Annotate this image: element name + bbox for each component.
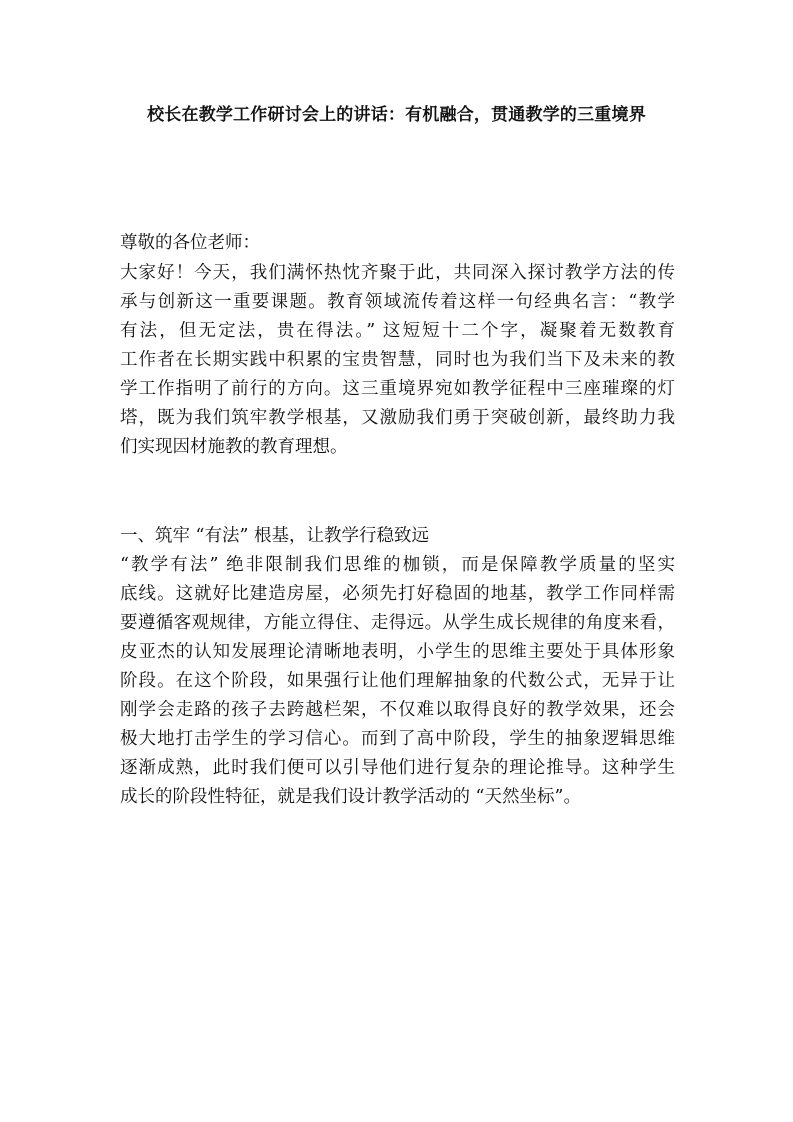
paragraph-line: 刚学会走路的孩子去跨越栏架，不仅难以取得良好的教学效果，还会: [120, 700, 675, 720]
paragraph-line: 大家好！今天，我们满怀热忱齐聚于此，共同深入探讨教学方法的传: [120, 263, 675, 283]
paragraph-line: “教学有法” 绝非限制我们思维的枷锁，而是保障教学质量的坚实: [120, 555, 675, 575]
paragraph-line: 工作者在长期实践中积累的宝贵智慧，同时也为我们当下及未来的教: [120, 350, 675, 370]
paragraph-line: 们实现因材施教的教育理想。: [120, 437, 348, 457]
paragraph-line: 要遵循客观规律，方能立得住、走得远。从学生成长规律的角度来看，: [120, 613, 675, 633]
paragraph-line: 阶段。在这个阶段，如果强行让他们理解抽象的代数公式，无异于让: [120, 671, 675, 691]
paragraph-line: 逐渐成熟，此时我们便可以引导他们进行复杂的理论推导。这种学生: [120, 758, 675, 778]
paragraph-line: 塔，既为我们筑牢教学根基，又激励我们勇于突破创新，最终助力我: [120, 408, 675, 428]
section-heading: 一、筑牢 “有法” 根基，让教学行稳致远: [120, 526, 430, 546]
paragraph-line: 底线。这就好比建造房屋，必须先打好稳固的地基，教学工作同样需: [120, 584, 675, 604]
salutation: 尊敬的各位老师：: [120, 233, 260, 253]
paragraph-line: 皮亚杰的认知发展理论清晰地表明，小学生的思维主要处于具体形象: [120, 642, 675, 662]
document-title: 校长在教学工作研讨会上的讲话：有机融合，贯通教学的三重境界: [147, 105, 646, 125]
paragraph-line: 承与创新这一重要课题。教育领域流传着这样一句经典名言：“教学: [120, 292, 675, 312]
paragraph-line: 学工作指明了前行的方向。这三重境界宛如教学征程中三座璀璨的灯: [120, 379, 675, 399]
paragraph-line: 成长的阶段性特征，就是我们设计教学活动的 “天然坐标”。: [120, 787, 581, 807]
paragraph-line: 极大地打击学生的学习信心。而到了高中阶段，学生的抽象逻辑思维: [120, 729, 675, 749]
paragraph-line: 有法，但无定法，贵在得法。” 这短短十二个字，凝聚着无数教育: [120, 321, 675, 341]
